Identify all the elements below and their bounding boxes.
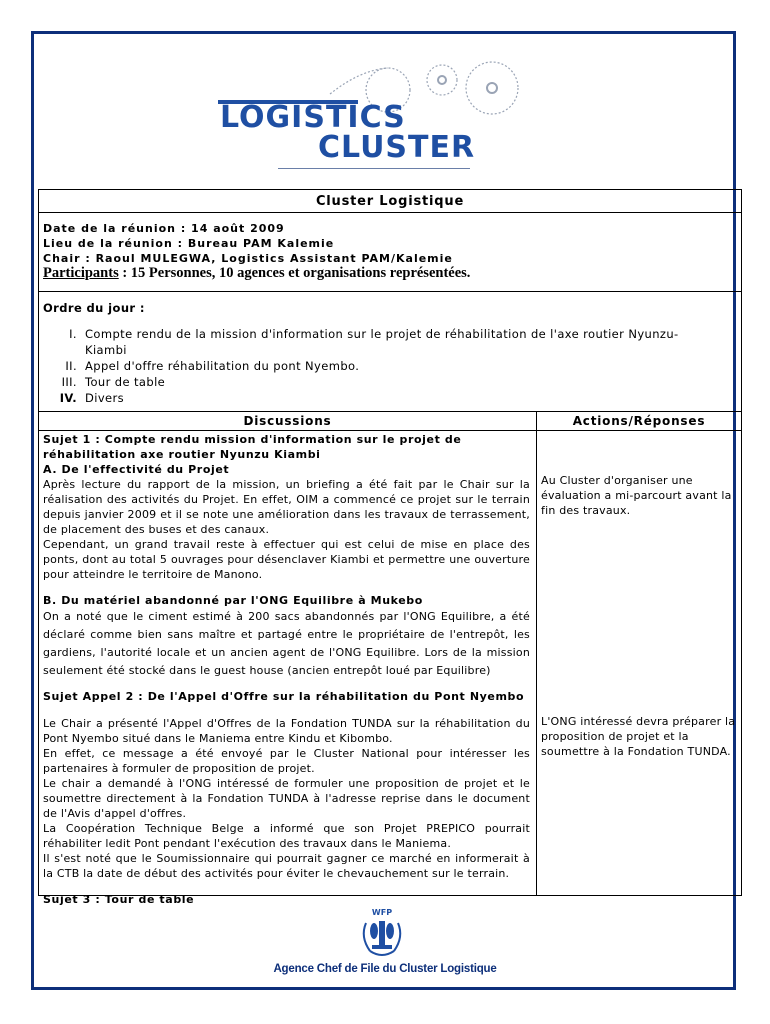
- wfp-emblem: [352, 905, 412, 960]
- sujet2-para-3: Le chair a demandé à l'ONG intéressé de formuler une proposition de projet et le soumettre directement à la Fondation TUNDA à l'adresse reprise dans le document de l'Avis d'appel d'offres.: [43, 777, 530, 820]
- sujet2-action: L'ONG intéressé devra préparer la proposition de projet et la soumettre à la Fondation TUNDA.: [541, 715, 736, 758]
- actions-header-cell: [536, 411, 742, 431]
- sujet1-title: Sujet 1 : Compte rendu mission d'information sur le projet de réhabilitation axe routier Nyunzu Kiambi: [43, 433, 462, 461]
- agenda-cell: [38, 291, 742, 412]
- sujet2-para-5: Il s'est noté que le Soumissionnaire qui pourrait gagner ce marché en informerait à la CTB la date de début des activités pour éviter le chevauchement sur le terrain.: [43, 852, 530, 880]
- sujet2-title: Sujet Appel 2 : De l'Appel d'Offre sur la réhabilitation du Pont Nyembo: [43, 690, 525, 703]
- discussions-body-cell: [38, 430, 537, 906]
- meeting-date: Date de la réunion : 14 août 2009: [43, 222, 285, 235]
- actions-header: Actions/Réponses: [572, 414, 706, 428]
- footer-agency: Agence Chef de File du Cluster Logistique: [273, 963, 497, 975]
- sujet2-para-4: La Coopération Technique Belge a informé que son Projet PREPICO pourrait réhabiliter ledit Pont pendant l'exécution des travaux dans le Maniema.: [43, 822, 530, 850]
- meeting-chair: Chair : Raoul MULEGWA, Logistics Assistant PAM/Kalemie: [43, 252, 453, 265]
- logo-underline: [278, 168, 470, 169]
- agenda-item: Kiambi: [85, 343, 127, 357]
- svg-text:CLUSTER: CLUSTER: [318, 130, 476, 165]
- sujet3-title: Sujet 3 : Tour de table: [43, 893, 195, 906]
- actions-body-cell: [536, 430, 742, 896]
- sujet1-para-a1: Après lecture du rapport de la mission, un briefing a été fait par le Chair sur la réalisation des activités du Projet. En effet, OIM a commencé ce projet sur le terrain depuis janvier 2009 et il se note une amélioration dans les travaux de terrassement, de placement des buses et des canaux.: [43, 478, 530, 536]
- sujet1-para-a2: Cependant, un grand travail reste à effectuer qui est celui de mise en place des ponts, dont au total 5 ouvrages pour désenclaver Kiambi et permettre une ouverture pour atteindre le territoire de Manono.: [43, 538, 530, 581]
- svg-text:LOGISTICS: LOGISTICS: [220, 100, 406, 135]
- agenda-item: I. Compte rendu de la mission d'information sur le projet de réhabilitation de l'axe routier Nyunzu-: [69, 327, 679, 341]
- sujet2-para-2: En effet, ce message a été envoyé par le Cluster National pour intéresser les partenaires à formuler de proposition de projet.: [43, 747, 530, 775]
- meeting-info-cell: [38, 212, 742, 292]
- sujet1-para-b: On a noté que le ciment estimé à 200 sacs abandonnés par l'ONG Equilibre, a été déclaré comme bien sans maître et partagé entre le propriétaire de l'entrepôt, les gardiens, l'autorité locale et un ancien agent de l'ONG Equilibre. Lors de la mission seulement été stocké dans le guest house (ancien entrepôt loué par Equilibre): [43, 610, 530, 677]
- participants-text: : 15 Personnes, 10 agences et organisations représentées.: [118, 265, 471, 281]
- document-title: Cluster Logistique: [315, 194, 465, 209]
- participants-line: [43, 265, 741, 282]
- agenda-item: II. Appel d'offre réhabilitation du pont Nyembo.: [65, 359, 360, 373]
- meeting-place: Lieu de la réunion : Bureau PAM Kalemie: [43, 237, 335, 250]
- participants-label: Participants: [43, 265, 119, 281]
- title-cell: [38, 189, 742, 213]
- sujet2-para-1: Le Chair a présenté l'Appel d'Offres de la Fondation TUNDA sur la réhabilitation du Pont Nyembo situé dans le Maniema entre Kindu et Kibombo.: [43, 717, 530, 745]
- agenda-heading: Ordre du jour :: [43, 301, 145, 315]
- logistics-cluster-logo: [210, 52, 555, 172]
- discussions-header-cell: [38, 411, 537, 431]
- wfp-emblem-text: WFP: [371, 908, 393, 917]
- agenda-item: IV. Divers: [59, 391, 125, 405]
- discussions-header: Discussions: [243, 414, 332, 428]
- sujet1-sub-a: A. De l'effectivité du Projet: [43, 463, 230, 476]
- agenda-item: III. Tour de table: [61, 375, 166, 389]
- sujet1-sub-b: B. Du matériel abandonné par l'ONG Equilibre à Mukebo: [43, 594, 423, 607]
- sujet1-action: Au Cluster d'organiser une évaluation a mi-parcourt avant la fin des travaux.: [541, 474, 732, 517]
